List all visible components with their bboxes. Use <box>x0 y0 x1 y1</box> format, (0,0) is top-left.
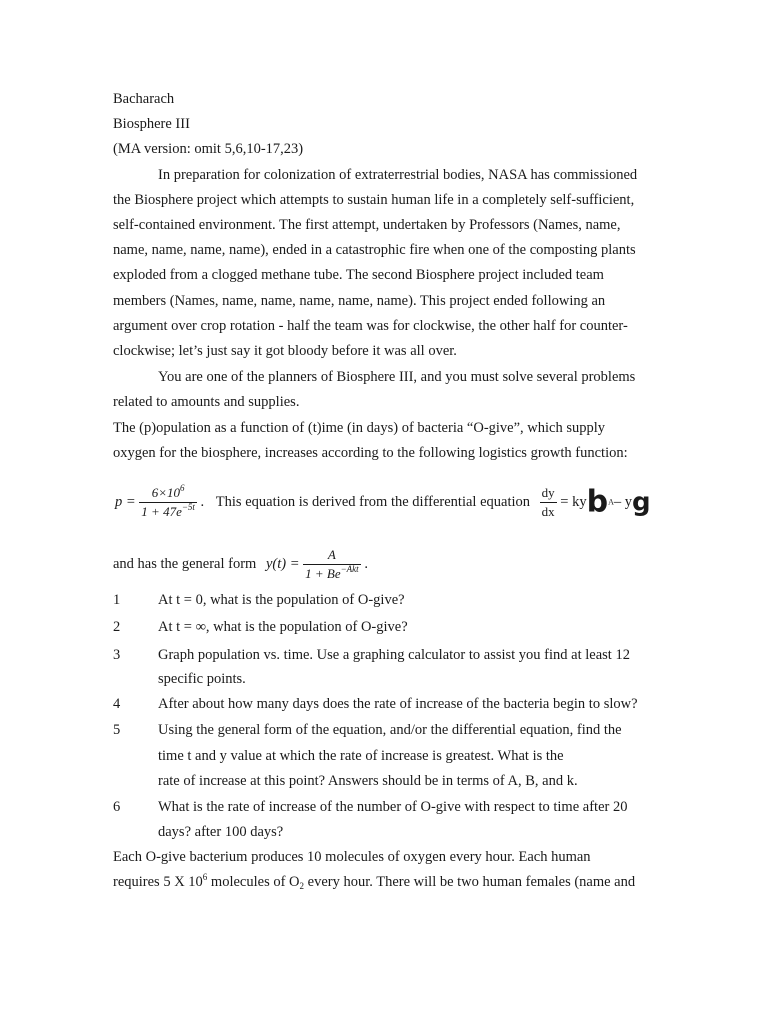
logistic-equation-row <box>115 482 651 523</box>
closing-line-2 <box>113 873 635 891</box>
question-3-line-2: specific points. <box>158 671 246 687</box>
p-trail: . <box>200 494 205 510</box>
question-5-line-3: rate of increase at this point? Answers should be in terms of A, B, and k. <box>158 773 578 789</box>
population-line-2: oxygen for the biosphere, increases according to the following logistics growth function: <box>113 445 628 461</box>
tiny-a-glyph: A <box>608 497 614 507</box>
question-6-line-1: What is the rate of increase of the number of O-give with respect to time after 20 <box>158 799 628 815</box>
p-denominator-exp: −5t <box>181 502 195 513</box>
general-form-numerator: A <box>303 547 361 565</box>
intro-line-8: clockwise; let’s just say it got bloody before it was all over. <box>113 343 457 359</box>
document-title: Biosphere III <box>113 116 190 132</box>
intro-line-4: name, name, name, name), ended in a catastrophic fire when one of the composting plants <box>113 242 636 258</box>
closing-line-2-c: every hour. There will be two human females (name and <box>304 874 636 890</box>
intro-line-1: In preparation for colonization of extraterrestrial bodies, NASA has commissioned <box>158 167 638 183</box>
question-number-3: 3 <box>113 647 121 663</box>
dx-label: dx <box>541 504 555 520</box>
closing-line-2-exp: 6 <box>202 872 208 882</box>
question-2-line-1: At t = ∞, what is the population of O-give? <box>158 619 408 635</box>
question-number-1: 1 <box>113 592 121 608</box>
question-4-line-1: After about how many days does the rate of increase of the bacteria begin to slow? <box>158 696 638 712</box>
question-number-4: 4 <box>113 696 121 712</box>
intro-line-5: exploded from a clogged methane tube. The second Biosphere project included team <box>113 267 604 283</box>
question-number-5: 5 <box>113 722 121 738</box>
planner-line-2: related to amounts and supplies. <box>113 394 300 410</box>
general-form-row <box>113 544 368 584</box>
intro-line-2: the Biosphere project which attempts to sustain human life in a completely self-sufficient, <box>113 192 635 208</box>
general-form-lhs: y(t) = <box>265 556 300 572</box>
p-denominator: 1 + 47e <box>141 504 182 520</box>
intro-line-7: argument over crop rotation - half the team was for clockwise, the other half for counter- <box>113 318 628 334</box>
minus-y: – y <box>613 494 632 510</box>
question-1-line-1: At t = 0, what is the population of O-give? <box>158 592 405 608</box>
general-form-denominator-exp: −Akt <box>340 564 359 575</box>
author-line: Bacharach <box>113 91 175 107</box>
population-line-1: The (p)opulation as a function of (t)ime (in days) of bacteria “O-give”, which supply <box>113 420 606 436</box>
closing-line-1: Each O-give bacterium produces 10 molecules of oxygen every hour. Each human <box>113 849 591 865</box>
equation-mid: = ky <box>560 494 587 510</box>
closing-line-2-sub: 2 <box>299 881 305 891</box>
question-number-6: 6 <box>113 799 121 815</box>
planner-line-1: You are one of the planners of Biosphere III, and you must solve several problems <box>158 369 636 385</box>
p-fraction <box>139 485 197 520</box>
dy-dx-fraction <box>540 485 557 520</box>
intro-line-6: members (Names, name, name, name, name, name). This project ended following an <box>113 293 606 309</box>
p-numerator-exp: 6 <box>180 483 185 494</box>
version-note: (MA version: omit 5,6,10-17,23) <box>113 141 304 157</box>
p-numerator: 6×10 <box>151 485 180 501</box>
question-5-line-2: time t and y value at which the rate of increase is greatest. What is the <box>158 748 564 764</box>
dy-label: dy <box>540 485 557 503</box>
big-c-glyph: g <box>631 487 651 518</box>
general-form-fraction <box>303 547 361 582</box>
closing-line-2-b: molecules of O <box>207 874 300 890</box>
intro-line-3: self-contained environment. The first attempt, undertaken by Professors (Names, name, <box>113 217 621 233</box>
general-form-trail: . <box>364 556 368 572</box>
question-5-line-1: Using the general form of the equation, and/or the differential equation, find the <box>158 722 622 738</box>
closing-line-2-a: requires 5 X 10 <box>113 874 203 890</box>
question-3-line-1: Graph population vs. time. Use a graphing calculator to assist you find at least 12 <box>158 647 630 663</box>
general-form-text: and has the general form <box>113 556 257 572</box>
big-b-glyph: b <box>586 484 609 520</box>
p-lhs: p = <box>115 494 136 510</box>
question-6-line-2: days? after 100 days? <box>158 824 284 840</box>
general-form-denominator: 1 + Be <box>305 566 341 582</box>
derived-text: This equation is derived from the differential equation <box>215 494 531 510</box>
question-number-2: 2 <box>113 619 121 635</box>
